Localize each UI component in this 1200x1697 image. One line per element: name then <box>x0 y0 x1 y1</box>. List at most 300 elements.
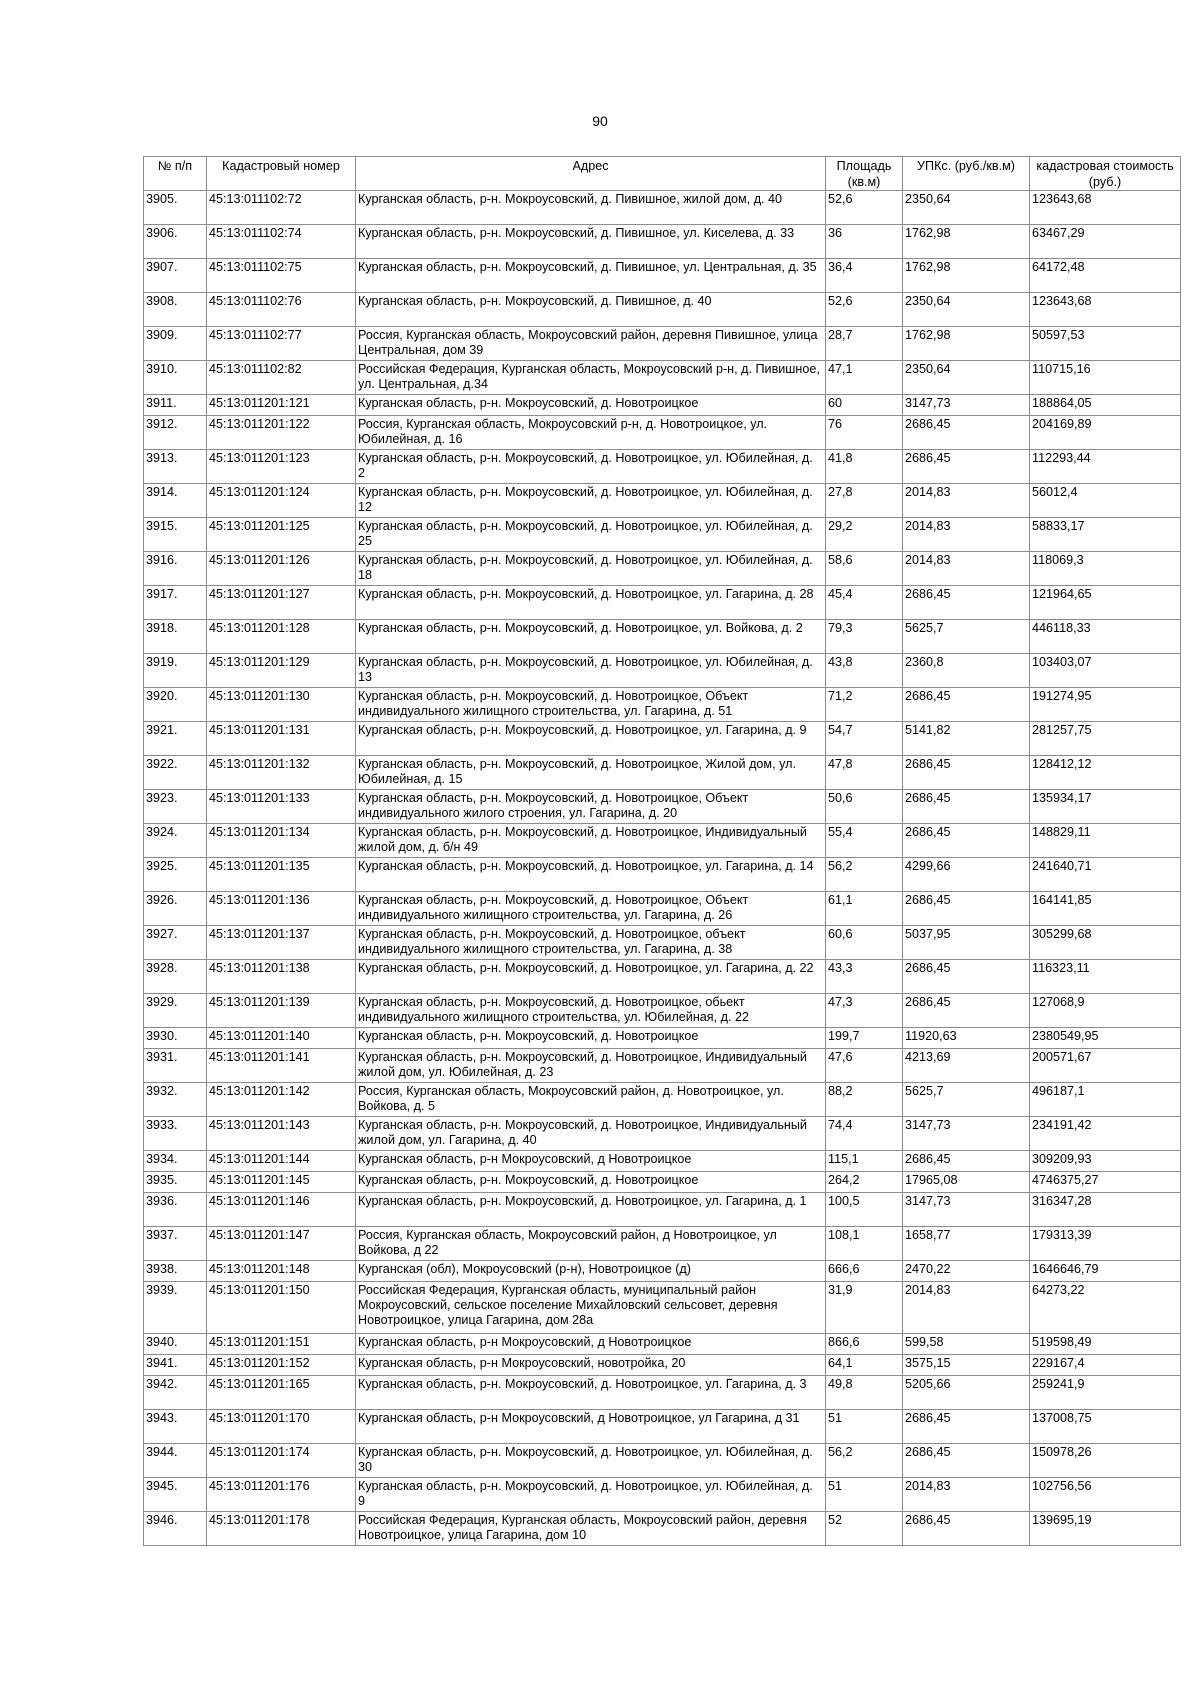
cell-cadastral-number: 45:13:011201:170 <box>207 1410 356 1444</box>
cell-upks: 2686,45 <box>903 994 1030 1028</box>
cell-cadastral-cost: 164141,85 <box>1030 892 1181 926</box>
cell-area: 56,2 <box>826 858 903 892</box>
cell-num: 3909. <box>144 327 207 361</box>
cell-num: 3927. <box>144 926 207 960</box>
cell-cadastral-number: 45:13:011201:128 <box>207 620 356 654</box>
cell-area: 100,5 <box>826 1193 903 1227</box>
table-row <box>144 1172 1181 1193</box>
cell-cadastral-number: 45:13:011102:82 <box>207 361 356 395</box>
cell-cadastral-cost: 2380549,95 <box>1030 1028 1181 1049</box>
cell-area: 264,2 <box>826 1172 903 1193</box>
cell-cadastral-cost: 127068,9 <box>1030 994 1181 1028</box>
cell-area: 52 <box>826 1512 903 1546</box>
cell-num: 3940. <box>144 1334 207 1355</box>
cell-address: Курганская область, р-н. Мокроусовский, д. Новотроицкое, Индивидуальный жилой дом, д. б/н 49 <box>356 824 826 858</box>
cell-cadastral-number: 45:13:011201:141 <box>207 1049 356 1083</box>
cell-num: 3941. <box>144 1355 207 1376</box>
cell-address: Курганская область, р-н. Мокроусовский, д. Новотроицкое, объект индивидуального жилищного строительства, ул. Гагарина, д. 38 <box>356 926 826 960</box>
cell-cadastral-number: 45:13:011201:152 <box>207 1355 356 1376</box>
table-row <box>144 994 1181 1028</box>
cell-area: 56,2 <box>826 1444 903 1478</box>
cell-cadastral-number: 45:13:011201:176 <box>207 1478 356 1512</box>
cell-num: 3912. <box>144 416 207 450</box>
cell-num: 3931. <box>144 1049 207 1083</box>
cell-cadastral-number: 45:13:011201:131 <box>207 722 356 756</box>
table-row <box>144 450 1181 484</box>
cell-area: 60 <box>826 395 903 416</box>
table-row <box>144 1410 1181 1444</box>
cell-cadastral-number: 45:13:011201:147 <box>207 1227 356 1261</box>
cell-cadastral-cost: 135934,17 <box>1030 790 1181 824</box>
cell-address: Курганская область, р-н. Мокроусовский, д. Новотроицкое, ул. Гагарина, д. 9 <box>356 722 826 756</box>
cell-num: 3906. <box>144 225 207 259</box>
cell-cadastral-cost: 103403,07 <box>1030 654 1181 688</box>
header-area: Площадь (кв.м) <box>826 157 903 191</box>
cell-address: Курганская область, р-н. Мокроусовский, д. Новотроицкое, ул. Юбилейная, д. 2 <box>356 450 826 484</box>
cell-area: 43,8 <box>826 654 903 688</box>
cell-cadastral-cost: 241640,71 <box>1030 858 1181 892</box>
table-row <box>144 1049 1181 1083</box>
table-row <box>144 361 1181 395</box>
cell-cadastral-cost: 305299,68 <box>1030 926 1181 960</box>
cell-upks: 4299,66 <box>903 858 1030 892</box>
cell-upks: 2686,45 <box>903 1151 1030 1172</box>
cell-area: 31,9 <box>826 1282 903 1334</box>
cell-upks: 3147,73 <box>903 1193 1030 1227</box>
table-row <box>144 518 1181 552</box>
cell-address: Курганская область, р-н. Мокроусовский, д. Новотроицкое, ул. Юбилейная, д. 9 <box>356 1478 826 1512</box>
table-row <box>144 416 1181 450</box>
cell-num: 3914. <box>144 484 207 518</box>
cell-cadastral-number: 45:13:011102:76 <box>207 293 356 327</box>
cell-cadastral-cost: 234191,42 <box>1030 1117 1181 1151</box>
cell-num: 3943. <box>144 1410 207 1444</box>
cell-cadastral-number: 45:13:011201:146 <box>207 1193 356 1227</box>
cell-cadastral-cost: 446118,33 <box>1030 620 1181 654</box>
cell-cadastral-cost: 56012,4 <box>1030 484 1181 518</box>
cell-area: 666,6 <box>826 1261 903 1282</box>
cell-address: Курганская область, р-н. Мокроусовский, д. Новотроицкое <box>356 1028 826 1049</box>
cell-cadastral-number: 45:13:011201:134 <box>207 824 356 858</box>
cell-num: 3942. <box>144 1376 207 1410</box>
cell-cadastral-number: 45:13:011201:126 <box>207 552 356 586</box>
table-row <box>144 293 1181 327</box>
cell-upks: 2686,45 <box>903 688 1030 722</box>
table-row <box>144 484 1181 518</box>
cell-address: Российская Федерация, Курганская область, Мокроусовский район, деревня Новотроицкое, улица Гагарина, дом 10 <box>356 1512 826 1546</box>
cell-area: 199,7 <box>826 1028 903 1049</box>
cell-area: 36,4 <box>826 259 903 293</box>
table-row <box>144 892 1181 926</box>
cell-upks: 1762,98 <box>903 225 1030 259</box>
cell-cadastral-number: 45:13:011201:174 <box>207 1444 356 1478</box>
cell-upks: 2686,45 <box>903 586 1030 620</box>
cell-upks: 2014,83 <box>903 484 1030 518</box>
table-row <box>144 586 1181 620</box>
cell-cadastral-number: 45:13:011201:133 <box>207 790 356 824</box>
cell-cadastral-number: 45:13:011201:132 <box>207 756 356 790</box>
table-row <box>144 191 1181 225</box>
cell-num: 3946. <box>144 1512 207 1546</box>
cell-address: Курганская область, р-н. Мокроусовский, д. Новотроицкое, ул. Гагарина, д. 3 <box>356 1376 826 1410</box>
cell-num: 3944. <box>144 1444 207 1478</box>
cell-upks: 2014,83 <box>903 1282 1030 1334</box>
cell-area: 47,3 <box>826 994 903 1028</box>
cell-upks: 11920,63 <box>903 1028 1030 1049</box>
cell-area: 71,2 <box>826 688 903 722</box>
cell-area: 28,7 <box>826 327 903 361</box>
cell-address: Российская Федерация, Курганская область, Мокроусовский р-н, д. Пивишное, ул. Центральная, д.34 <box>356 361 826 395</box>
cell-num: 3919. <box>144 654 207 688</box>
cell-area: 49,8 <box>826 1376 903 1410</box>
cell-cadastral-number: 45:13:011201:123 <box>207 450 356 484</box>
cell-upks: 2350,64 <box>903 361 1030 395</box>
cell-num: 3907. <box>144 259 207 293</box>
cell-upks: 4213,69 <box>903 1049 1030 1083</box>
cell-cadastral-cost: 118069,3 <box>1030 552 1181 586</box>
table-row <box>144 327 1181 361</box>
cell-upks: 2014,83 <box>903 1478 1030 1512</box>
cell-cadastral-number: 45:13:011201:178 <box>207 1512 356 1546</box>
cell-upks: 2686,45 <box>903 1512 1030 1546</box>
cell-address: Курганская область, р-н. Мокроусовский, д. Новотроицкое, ул. Юбилейная, д. 12 <box>356 484 826 518</box>
cell-upks: 5037,95 <box>903 926 1030 960</box>
cell-cadastral-number: 45:13:011102:75 <box>207 259 356 293</box>
cell-upks: 2350,64 <box>903 191 1030 225</box>
cell-num: 3923. <box>144 790 207 824</box>
table-row <box>144 1512 1181 1546</box>
cell-cadastral-number: 45:13:011201:127 <box>207 586 356 620</box>
table-row <box>144 1376 1181 1410</box>
cell-cadastral-cost: 102756,56 <box>1030 1478 1181 1512</box>
cell-cadastral-cost: 121964,65 <box>1030 586 1181 620</box>
cell-upks: 5625,7 <box>903 1083 1030 1117</box>
cell-area: 76 <box>826 416 903 450</box>
table-row <box>144 858 1181 892</box>
cell-area: 47,8 <box>826 756 903 790</box>
cell-area: 866,6 <box>826 1334 903 1355</box>
table-row <box>144 1028 1181 1049</box>
cell-address: Курганская область, р-н. Мокроусовский, д. Новотроицкое, ул. Войкова, д. 2 <box>356 620 826 654</box>
cell-cadastral-cost: 64172,48 <box>1030 259 1181 293</box>
cell-cadastral-number: 45:13:011201:140 <box>207 1028 356 1049</box>
cell-cadastral-number: 45:13:011201:125 <box>207 518 356 552</box>
cell-address: Россия, Курганская область, Мокроусовский р-н, д. Новотроицкое, ул. Юбилейная, д. 16 <box>356 416 826 450</box>
cell-area: 58,6 <box>826 552 903 586</box>
cell-cadastral-cost: 64273,22 <box>1030 1282 1181 1334</box>
cell-num: 3945. <box>144 1478 207 1512</box>
cell-cadastral-number: 45:13:011201:150 <box>207 1282 356 1334</box>
cell-upks: 2014,83 <box>903 518 1030 552</box>
cell-cadastral-cost: 50597,53 <box>1030 327 1181 361</box>
table-row <box>144 1282 1181 1334</box>
cell-area: 47,1 <box>826 361 903 395</box>
table-row <box>144 1151 1181 1172</box>
cell-cadastral-number: 45:13:011102:77 <box>207 327 356 361</box>
cell-upks: 3147,73 <box>903 395 1030 416</box>
cell-address: Курганская область, р-н. Мокроусовский, д. Пивишное, ул. Киселева, д. 33 <box>356 225 826 259</box>
table-row <box>144 395 1181 416</box>
cell-address: Курганская область, р-н. Мокроусовский, д. Новотроицкое, ул. Юбилейная, д. 13 <box>356 654 826 688</box>
cell-area: 60,6 <box>826 926 903 960</box>
cell-area: 54,7 <box>826 722 903 756</box>
cell-address: Курганская область, р-н. Мокроусовский, д. Пивишное, жилой дом, д. 40 <box>356 191 826 225</box>
cell-address: Курганская область, р-н. Мокроусовский, д. Новотроицкое, Индивидуальный жилой дом, ул. Юбилейная, д. 23 <box>356 1049 826 1083</box>
cell-cadastral-number: 45:13:011201:142 <box>207 1083 356 1117</box>
page-number: 90 <box>592 113 608 129</box>
cell-address: Курганская область, р-н. Мокроусовский, д. Новотроицкое, ул. Гагарина, д. 1 <box>356 1193 826 1227</box>
cell-num: 3918. <box>144 620 207 654</box>
cell-area: 50,6 <box>826 790 903 824</box>
cell-num: 3928. <box>144 960 207 994</box>
cell-upks: 2686,45 <box>903 1410 1030 1444</box>
cell-area: 64,1 <box>826 1355 903 1376</box>
cell-address: Курганская область, р-н Мокроусовский, д Новотроицкое, ул Гагарина, д 31 <box>356 1410 826 1444</box>
cell-upks: 3575,15 <box>903 1355 1030 1376</box>
cell-area: 45,4 <box>826 586 903 620</box>
cell-area: 61,1 <box>826 892 903 926</box>
cell-address: Российская Федерация, Курганская область, муниципальный район Мокроусовский, сельское поселение Михайловский сельсовет, деревня Новотроицкое, улица Гагарина, дом 28а <box>356 1282 826 1334</box>
cell-num: 3913. <box>144 450 207 484</box>
cell-area: 108,1 <box>826 1227 903 1261</box>
cell-upks: 2470,22 <box>903 1261 1030 1282</box>
cell-address: Курганская область, р-н Мокроусовский, новотройка, 20 <box>356 1355 826 1376</box>
cell-area: 51 <box>826 1410 903 1444</box>
cell-address: Курганская область, р-н. Мокроусовский, д. Пивишное, ул. Центральная, д. 35 <box>356 259 826 293</box>
cell-num: 3936. <box>144 1193 207 1227</box>
cell-cadastral-number: 45:13:011201:129 <box>207 654 356 688</box>
cell-cadastral-cost: 1646646,79 <box>1030 1261 1181 1282</box>
cell-upks: 2686,45 <box>903 790 1030 824</box>
cell-num: 3932. <box>144 1083 207 1117</box>
table-row <box>144 1478 1181 1512</box>
cell-cadastral-cost: 128412,12 <box>1030 756 1181 790</box>
cell-address: Курганская область, р-н. Мокроусовский, д. Новотроицкое <box>356 395 826 416</box>
cell-num: 3939. <box>144 1282 207 1334</box>
cell-cadastral-cost: 179313,39 <box>1030 1227 1181 1261</box>
cell-upks: 2360,8 <box>903 654 1030 688</box>
cell-cadastral-cost: 123643,68 <box>1030 191 1181 225</box>
cell-area: 29,2 <box>826 518 903 552</box>
cell-cadastral-cost: 58833,17 <box>1030 518 1181 552</box>
cell-num: 3935. <box>144 1172 207 1193</box>
cell-upks: 2014,83 <box>903 552 1030 586</box>
cell-area: 51 <box>826 1478 903 1512</box>
cell-num: 3910. <box>144 361 207 395</box>
cell-cadastral-number: 45:13:011201:151 <box>207 1334 356 1355</box>
table-row <box>144 552 1181 586</box>
cell-cadastral-number: 45:13:011201:143 <box>207 1117 356 1151</box>
table-row <box>144 225 1181 259</box>
table-row <box>144 790 1181 824</box>
cell-cadastral-cost: 309209,93 <box>1030 1151 1181 1172</box>
cell-cadastral-number: 45:13:011201:165 <box>207 1376 356 1410</box>
cell-cadastral-cost: 281257,75 <box>1030 722 1181 756</box>
cell-address: Россия, Курганская область, Мокроусовский район, д Новотроицкое, ул Войкова, д 22 <box>356 1227 826 1261</box>
cell-num: 3920. <box>144 688 207 722</box>
cell-address: Курганская область, р-н. Мокроусовский, д. Новотроицкое <box>356 1172 826 1193</box>
table-row <box>144 1193 1181 1227</box>
cadastral-registry-table <box>143 156 1181 1546</box>
cell-upks: 2686,45 <box>903 416 1030 450</box>
cell-address: Курганская область, р-н Мокроусовский, д Новотроицкое <box>356 1151 826 1172</box>
cell-cadastral-number: 45:13:011201:130 <box>207 688 356 722</box>
cell-area: 88,2 <box>826 1083 903 1117</box>
header-num: № п/п <box>144 157 207 191</box>
cell-cadastral-cost: 200571,67 <box>1030 1049 1181 1083</box>
cell-cadastral-number: 45:13:011201:145 <box>207 1172 356 1193</box>
cell-address: Курганская область, р-н Мокроусовский, д Новотроицкое <box>356 1334 826 1355</box>
table-row <box>144 926 1181 960</box>
cell-num: 3916. <box>144 552 207 586</box>
cell-address: Россия, Курганская область, Мокроусовский район, д. Новотроицкое, ул. Войкова, д. 5 <box>356 1083 826 1117</box>
table-row <box>144 1444 1181 1478</box>
cell-address: Курганская область, р-н. Мокроусовский, д. Новотроицкое, ул. Юбилейная, д. 25 <box>356 518 826 552</box>
cell-cadastral-cost: 148829,11 <box>1030 824 1181 858</box>
cell-area: 115,1 <box>826 1151 903 1172</box>
cell-address: Курганская область, р-н. Мокроусовский, д. Новотроицкое, Объект индивидуального жилищного строительства, ул. Гагарина, д. 51 <box>356 688 826 722</box>
cell-cadastral-number: 45:13:011102:72 <box>207 191 356 225</box>
cell-cadastral-cost: 63467,29 <box>1030 225 1181 259</box>
cell-address: Курганская область, р-н. Мокроусовский, д. Новотроицкое, ул. Гагарина, д. 28 <box>356 586 826 620</box>
cell-num: 3938. <box>144 1261 207 1282</box>
cell-upks: 1762,98 <box>903 259 1030 293</box>
table-row <box>144 1334 1181 1355</box>
cell-address: Курганская область, р-н. Мокроусовский, д. Новотроицкое, Объект индивидуального жилищного строительства, ул. Гагарина, д. 26 <box>356 892 826 926</box>
table-row <box>144 620 1181 654</box>
cell-area: 36 <box>826 225 903 259</box>
cell-num: 3937. <box>144 1227 207 1261</box>
cell-cadastral-cost: 316347,28 <box>1030 1193 1181 1227</box>
table-row <box>144 960 1181 994</box>
cell-num: 3922. <box>144 756 207 790</box>
cell-address: Курганская область, р-н. Мокроусовский, д. Новотроицкое, Индивидуальный жилой дом, ул. Гагарина, д. 40 <box>356 1117 826 1151</box>
cell-area: 55,4 <box>826 824 903 858</box>
cell-cadastral-cost: 259241,9 <box>1030 1376 1181 1410</box>
cell-cadastral-cost: 188864,05 <box>1030 395 1181 416</box>
cell-num: 3925. <box>144 858 207 892</box>
cell-cadastral-number: 45:13:011201:124 <box>207 484 356 518</box>
cell-upks: 1658,77 <box>903 1227 1030 1261</box>
cell-cadastral-cost: 229167,4 <box>1030 1355 1181 1376</box>
header-cadastral-cost: кадастровая стоимость (руб.) <box>1030 157 1181 191</box>
cell-upks: 2686,45 <box>903 824 1030 858</box>
cell-upks: 1762,98 <box>903 327 1030 361</box>
table-row <box>144 1117 1181 1151</box>
cell-cadastral-number: 45:13:011102:74 <box>207 225 356 259</box>
cell-num: 3911. <box>144 395 207 416</box>
cell-num: 3908. <box>144 293 207 327</box>
cell-upks: 2686,45 <box>903 960 1030 994</box>
cell-cadastral-cost: 123643,68 <box>1030 293 1181 327</box>
cell-num: 3930. <box>144 1028 207 1049</box>
cell-cadastral-cost: 139695,19 <box>1030 1512 1181 1546</box>
cell-address: Курганская область, р-н. Мокроусовский, д. Новотроицкое, ул. Юбилейная, д. 30 <box>356 1444 826 1478</box>
cell-cadastral-cost: 191274,95 <box>1030 688 1181 722</box>
cell-cadastral-cost: 4746375,27 <box>1030 1172 1181 1193</box>
table-row <box>144 756 1181 790</box>
cell-area: 52,6 <box>826 293 903 327</box>
cell-cadastral-cost: 112293,44 <box>1030 450 1181 484</box>
cell-address: Курганская область, р-н. Мокроусовский, д. Новотроицкое, ул. Юбилейная, д. 18 <box>356 552 826 586</box>
cell-num: 3933. <box>144 1117 207 1151</box>
cell-area: 47,6 <box>826 1049 903 1083</box>
table-body <box>144 191 1181 1546</box>
table-row <box>144 688 1181 722</box>
cell-upks: 2686,45 <box>903 450 1030 484</box>
cell-upks: 2686,45 <box>903 756 1030 790</box>
cell-area: 41,8 <box>826 450 903 484</box>
cell-num: 3921. <box>144 722 207 756</box>
cell-num: 3917. <box>144 586 207 620</box>
cell-address: Курганская область, р-н. Мокроусовский, д. Новотроицкое, Объект индивидуального жилого строения, ул. Гагарина, д. 20 <box>356 790 826 824</box>
cell-cadastral-cost: 110715,16 <box>1030 361 1181 395</box>
cell-address: Курганская область, р-н. Мокроусовский, д. Новотроицкое, ул. Гагарина, д. 14 <box>356 858 826 892</box>
cell-num: 3934. <box>144 1151 207 1172</box>
header-upks: УПКс. (руб./кв.м) <box>903 157 1030 191</box>
cell-cadastral-number: 45:13:011201:148 <box>207 1261 356 1282</box>
cell-cadastral-cost: 137008,75 <box>1030 1410 1181 1444</box>
cell-cadastral-number: 45:13:011201:144 <box>207 1151 356 1172</box>
cell-address: Курганская область, р-н. Мокроусовский, д. Новотроицкое, обьект индивидуального жилищного строительства, ул. Юбилейная, д. 22 <box>356 994 826 1028</box>
cell-cadastral-cost: 496187,1 <box>1030 1083 1181 1117</box>
cell-area: 43,3 <box>826 960 903 994</box>
table-row <box>144 1355 1181 1376</box>
cell-cadastral-number: 45:13:011201:135 <box>207 858 356 892</box>
cell-upks: 2350,64 <box>903 293 1030 327</box>
cell-address: Россия, Курганская область, Мокроусовский район, деревня Пивишное, улица Центральная, дом 39 <box>356 327 826 361</box>
cell-cadastral-number: 45:13:011201:136 <box>207 892 356 926</box>
cell-cadastral-number: 45:13:011201:137 <box>207 926 356 960</box>
cell-area: 52,6 <box>826 191 903 225</box>
cell-upks: 2686,45 <box>903 1444 1030 1478</box>
cell-address: Курганская область, р-н. Мокроусовский, д. Новотроицкое, Жилой дом, ул. Юбилейная, д. 15 <box>356 756 826 790</box>
cell-num: 3905. <box>144 191 207 225</box>
cell-cadastral-number: 45:13:011201:138 <box>207 960 356 994</box>
table-row <box>144 1227 1181 1261</box>
cell-upks: 17965,08 <box>903 1172 1030 1193</box>
cell-upks: 5141,82 <box>903 722 1030 756</box>
cell-address: Курганская область, р-н. Мокроусовский, д. Новотроицкое, ул. Гагарина, д. 22 <box>356 960 826 994</box>
cell-cadastral-cost: 116323,11 <box>1030 960 1181 994</box>
cell-upks: 3147,73 <box>903 1117 1030 1151</box>
cell-num: 3929. <box>144 994 207 1028</box>
cell-upks: 599,58 <box>903 1334 1030 1355</box>
table-row <box>144 654 1181 688</box>
table-header-row <box>144 157 1181 191</box>
cell-cadastral-number: 45:13:011201:121 <box>207 395 356 416</box>
cell-cadastral-cost: 204169,89 <box>1030 416 1181 450</box>
table-row <box>144 722 1181 756</box>
cell-area: 27,8 <box>826 484 903 518</box>
cell-cadastral-number: 45:13:011201:122 <box>207 416 356 450</box>
header-address: Адрес <box>356 157 826 191</box>
cell-upks: 2686,45 <box>903 892 1030 926</box>
cell-upks: 5625,7 <box>903 620 1030 654</box>
table-row <box>144 1261 1181 1282</box>
cell-area: 74,4 <box>826 1117 903 1151</box>
cell-area: 79,3 <box>826 620 903 654</box>
table-row <box>144 259 1181 293</box>
header-cadastral-number: Кадастровый номер <box>207 157 356 191</box>
cell-upks: 5205,66 <box>903 1376 1030 1410</box>
cell-cadastral-cost: 519598,49 <box>1030 1334 1181 1355</box>
table-row <box>144 1083 1181 1117</box>
cell-cadastral-cost: 150978,26 <box>1030 1444 1181 1478</box>
cell-num: 3924. <box>144 824 207 858</box>
cell-address: Курганская (обл), Мокроусовский (р-н), Новотроицкое (д) <box>356 1261 826 1282</box>
cell-num: 3915. <box>144 518 207 552</box>
